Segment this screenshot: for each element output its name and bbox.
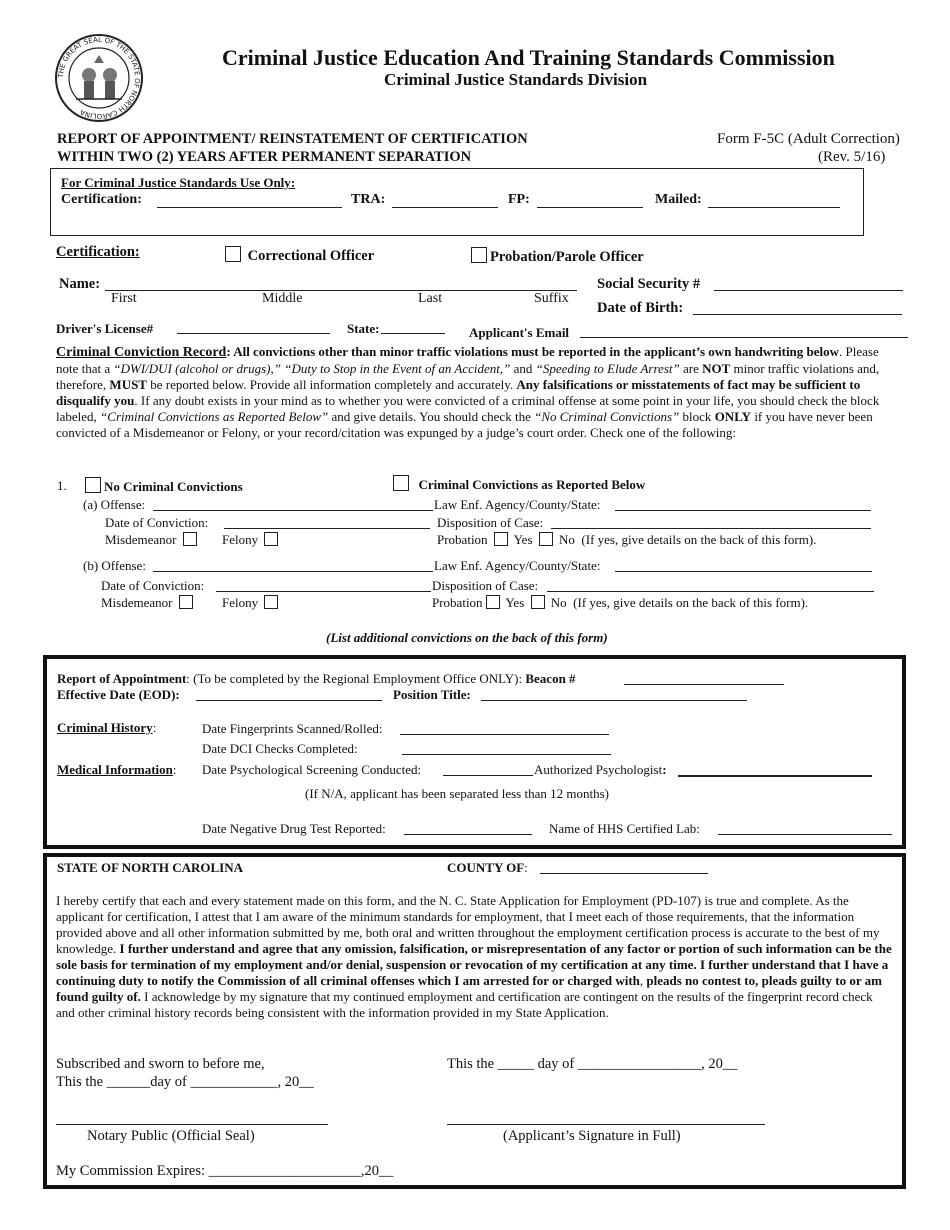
seal-text: THE GREAT SEAL OF THE STATE OF NORTH CAROLINA (56, 35, 142, 121)
drug-test-field[interactable] (404, 834, 532, 835)
fingerprints-label: Date Fingerprints Scanned/Rolled: (202, 721, 383, 736)
office-fp-field[interactable] (537, 207, 643, 208)
probation-b-no-checkbox[interactable] (531, 595, 545, 609)
name-label: Name: (59, 276, 101, 292)
email-field[interactable] (580, 337, 908, 338)
notary-label: Notary Public (Official Seal) (87, 1128, 255, 1144)
applicant-signature-line[interactable] (447, 1124, 765, 1125)
state-seal (54, 33, 144, 123)
agency-a-label: Law Enf. Agency/County/State: (434, 497, 601, 512)
appointment-line: Report of Appointment: (To be completed by the Regional Employment Office ONLY): Beacon # (57, 671, 576, 686)
office-use-heading: For Criminal Justice Standards Use Only: (61, 175, 296, 190)
sworn-date[interactable]: This the ______day of ____________, 20__ (56, 1074, 314, 1090)
offense-a-field[interactable] (153, 510, 433, 511)
na-note: (If N/A, applicant has been separated less than 12 months) (305, 786, 609, 801)
offense-b-field[interactable] (153, 571, 433, 572)
eod-field[interactable] (196, 700, 382, 701)
position-field[interactable] (481, 700, 747, 701)
date-a-field[interactable] (224, 528, 430, 529)
no-convictions-checkbox[interactable] (85, 477, 101, 493)
commission-title: Criminal Justice Education And Training Standards Commission (222, 45, 835, 70)
agency-a-field[interactable] (615, 510, 871, 511)
county-label: COUNTY OF: (447, 860, 528, 875)
psychologist-field[interactable] (678, 775, 872, 777)
agency-b-field[interactable] (615, 571, 872, 572)
disposition-b-label: Disposition of Case: (432, 578, 539, 593)
misdemeanor-b-checkbox[interactable] (179, 595, 193, 609)
agency-b-label: Law Enf. Agency/County/State: (434, 558, 601, 573)
date-a-label: Date of Conviction: (105, 515, 209, 530)
item-number: 1. (57, 478, 67, 493)
psychologist-label: Authorized Psychologist: (534, 762, 667, 777)
dci-label: Date DCI Checks Completed: (202, 741, 358, 756)
form-rev: (Rev. 5/16) (818, 149, 886, 165)
fingerprints-field[interactable] (400, 734, 609, 735)
probation-a-yes-checkbox[interactable] (494, 532, 508, 546)
office-mailed-label: Mailed: (655, 192, 702, 207)
suffix-label: Suffix (534, 291, 569, 306)
ssn-label: Social Security # (597, 276, 701, 292)
probation-b-yes-checkbox[interactable] (486, 595, 500, 609)
county-field[interactable] (540, 873, 708, 874)
state-label: State: (347, 321, 380, 336)
middle-label: Middle (262, 291, 303, 306)
disposition-a-field[interactable] (551, 528, 871, 529)
conviction-paragraph: Criminal Conviction Record: All convictions other than minor traffic violations must be reported in the applicant’s own handwriting below. Please note that a “DWI/DUI (alcohol or drugs),” “Duty to Stop in the Event of an Accident,” and “Speeding to Elude Arrest” are NOT minor traffic violations and, therefore, MUST be reported below. Provide all information completely and accurately. Any falsifications or misstatements of fact may be sufficient to disqualify you. If any doubt exists in your mind as to whether you were convicted of a criminal offense at some point in your life, you should check the block labeled, “Criminal Convictions as Reported Below” and give details. You should check the “No Criminal Convictions” block ONLY if you have never been convicted of a Misdemeanor or Felony, or your record/citation was expunged by a judge’s court order. Check one of the following: (56, 344, 880, 440)
medical-label: Medical Information: (57, 762, 177, 777)
beacon-field[interactable] (624, 684, 784, 685)
certification-label: Certification: (56, 244, 140, 260)
misdemeanor-b[interactable]: Misdemeanor (101, 595, 196, 611)
felony-a[interactable]: Felony (222, 532, 281, 548)
form-id: Form F-5C (Adult Correction) (717, 131, 900, 147)
lab-label: Name of HHS Certified Lab: (549, 821, 700, 836)
disposition-a-label: Disposition of Case: (437, 515, 544, 530)
state-field[interactable] (381, 333, 445, 334)
felony-a-checkbox[interactable] (264, 532, 278, 546)
division-subtitle: Criminal Justice Standards Division (384, 70, 648, 89)
first-label: First (111, 291, 137, 306)
date-b-field[interactable] (216, 591, 431, 592)
dl-field[interactable] (177, 333, 330, 334)
name-field[interactable] (105, 290, 577, 291)
probation-b: Probation Yes No (If yes, give details on the back of this form). (432, 595, 809, 610)
probation-a: Probation Yes No (If yes, give details on the back of this form). (437, 532, 817, 547)
lab-field[interactable] (718, 834, 892, 835)
convictions-reported-option[interactable]: Criminal Convictions as Reported Below (390, 475, 645, 493)
psych-field[interactable] (443, 775, 533, 776)
office-certification-field[interactable] (157, 207, 342, 208)
offense-b-label: (b) Offense: (83, 558, 146, 573)
office-certification-label: Certification: (61, 192, 142, 207)
no-convictions-option[interactable]: No Criminal Convictions (82, 477, 243, 495)
criminal-history-label: Criminal History: (57, 720, 157, 735)
state-of-nc: STATE OF NORTH CAROLINA (57, 860, 244, 875)
dl-label: Driver's License# (56, 321, 154, 336)
signature-label: (Applicant’s Signature in Full) (503, 1128, 681, 1144)
commission-expires[interactable]: My Commission Expires: _____________________,20__ (56, 1163, 394, 1179)
email-label: Applicant's Email (469, 325, 570, 340)
probation-parole-option[interactable]: Probation/Parole Officer (468, 247, 644, 266)
office-mailed-field[interactable] (708, 207, 840, 208)
disposition-b-field[interactable] (547, 591, 874, 592)
position-label: Position Title: (393, 687, 471, 702)
correctional-officer-checkbox[interactable] (225, 246, 241, 262)
office-tra-field[interactable] (392, 207, 498, 208)
probation-a-no-checkbox[interactable] (539, 532, 553, 546)
drug-test-label: Date Negative Drug Test Reported: (202, 821, 386, 836)
last-label: Last (418, 291, 443, 306)
misdemeanor-a-checkbox[interactable] (183, 532, 197, 546)
eod-label: Effective Date (EOD): (57, 687, 180, 702)
psych-label: Date Psychological Screening Conducted: (202, 762, 422, 777)
office-fp-label: FP: (508, 192, 530, 207)
dob-field[interactable] (693, 314, 902, 315)
felony-b-checkbox[interactable] (264, 595, 278, 609)
date-b-label: Date of Conviction: (101, 578, 205, 593)
report-title-line2: WITHIN TWO (2) YEARS AFTER PERMANENT SEPARATION (57, 149, 472, 165)
ssn-field[interactable] (714, 290, 903, 291)
convictions-reported-checkbox[interactable] (393, 475, 409, 491)
applicant-date[interactable]: This the _____ day of _________________, 20__ (447, 1056, 738, 1072)
sworn-label: Subscribed and sworn to before me, (56, 1056, 265, 1072)
office-tra-label: TRA: (351, 192, 386, 207)
misdemeanor-a[interactable]: Misdemeanor (105, 532, 200, 548)
dci-field[interactable] (402, 754, 611, 755)
report-title-line1: REPORT OF APPOINTMENT/ REINSTATEMENT OF CERTIFICATION (57, 131, 528, 147)
felony-b[interactable]: Felony (222, 595, 281, 611)
correctional-officer-option[interactable]: Correctional Officer (222, 246, 374, 265)
offense-a-label: (a) Offense: (83, 497, 146, 512)
probation-parole-checkbox[interactable] (471, 247, 487, 263)
affidavit-text: I hereby certify that each and every statement made on this form, and the N. C. State Application for Employment (PD-107) is true and complete. As the applicant for certification, I attest that I am aware of the minimum standards for employment, that I meet each of those requirements, that the information provided above and all other information submitted by me, both oral and written throughout the employment certification process is accurate to the best of my knowledge. I further understand and agree that any omission, falsification, or misrepresentation of any factor or portion of such information can be the sole basis for termination of my employment and/or denial, suspension or revocation of my certification at any time. I further understand that I have a continuing duty to notify the Commission of all criminal offenses which I am arrested for or charged with, pleads no contest to, pleads guilty to or am found guilty of. I acknowledge by my signature that my continued employment and certification are contingent on the results of the fingerprint record check and other criminal history records being consistent with the information provided in my State Application. (56, 893, 892, 1020)
additional-convictions-note: (List additional convictions on the back of this form) (326, 630, 608, 645)
dob-label: Date of Birth: (597, 300, 684, 316)
notary-signature-line[interactable] (56, 1124, 328, 1125)
